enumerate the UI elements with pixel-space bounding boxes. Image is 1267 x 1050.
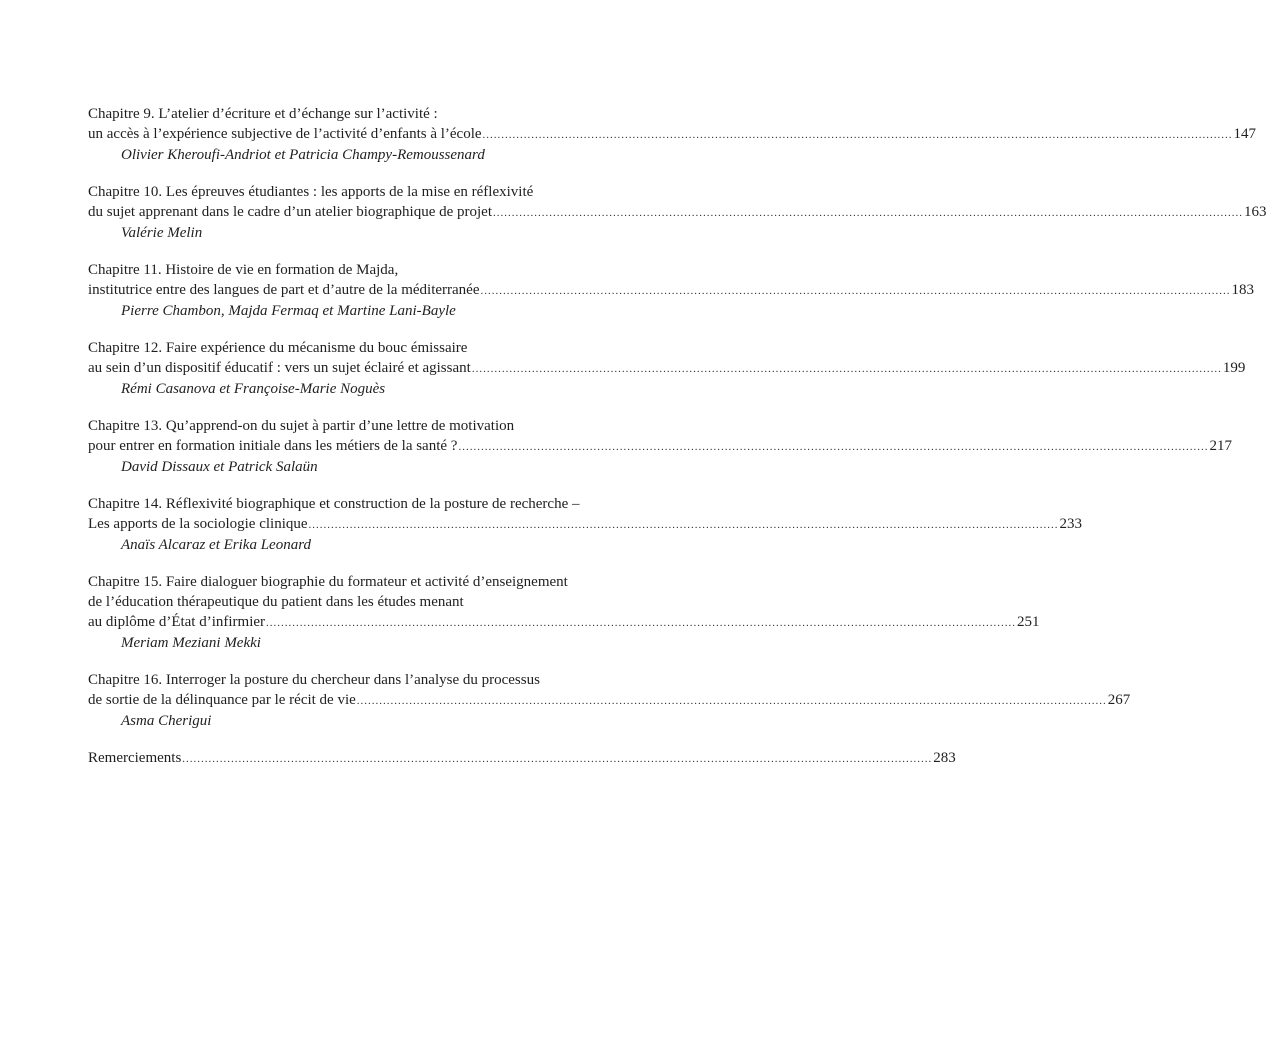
toc-entry[interactable] [88,748,956,769]
toc-entry-title-end: de sortie de la délinquance par le récit de vie [88,692,356,708]
table-of-contents [88,104,1267,786]
toc-entry-authors: Anaïs Alcaraz et Erika Leonard [121,537,311,553]
page-number: 163 [1244,204,1267,220]
dot-leader: ........................................................................................................................................................................................................ [480,285,1231,297]
dot-leader: ........................................................................................................................................................................................................ [482,129,1233,141]
page-number: 183 [1231,282,1254,298]
toc-entry-title-line: Chapitre 13. Qu’apprend-on du sujet à partir d’une lettre de motivation [88,418,515,434]
toc-entry[interactable] [88,572,1040,653]
toc-entry-leader-line [88,436,1232,457]
toc-entry-title-end: du sujet apprenant dans le cadre d’un atelier biographique de projet [88,204,493,220]
toc-entry[interactable] [88,494,1083,555]
toc-entry-title-end: Remerciements [88,750,182,766]
toc-entry[interactable] [88,260,1254,321]
toc-entry-title-line: Chapitre 10. Les épreuves étudiantes : les apports de la mise en réflexivité [88,184,534,200]
toc-entry-authors: Olivier Kheroufi-Andriot et Patricia Champy-Remoussenard [121,147,485,163]
dot-leader: ........................................................................................................................................................................................................ [458,441,1209,453]
dot-leader: ........................................................................................................................................................................................................ [493,207,1244,219]
toc-entry-title-end: Les apports de la sociologie clinique [88,516,308,532]
toc-entry-title-line: Chapitre 9. L’atelier d’écriture et d’échange sur l’activité : [88,106,438,122]
toc-entry[interactable] [88,104,1257,165]
toc-entry-title-end: institutrice entre des langues de part et d’autre de la méditerranée [88,282,480,298]
page-number: 217 [1209,438,1232,454]
toc-entry-title-line: Chapitre 16. Interroger la posture du chercheur dans l’analyse du processus [88,672,540,688]
toc-entry-title-end: au diplôme d’État d’infirmier [88,614,266,630]
page-number: 199 [1222,360,1246,376]
toc-entry-authors: David Dissaux et Patrick Salaün [121,459,318,475]
toc-entry-title-line: Chapitre 14. Réflexivité biographique et construction de la posture de recherche – [88,496,580,512]
toc-entry-leader-line [88,280,1254,301]
toc-entry-authors: Asma Cherigui [121,713,212,729]
toc-entry-leader-line [88,514,1083,535]
page-number: 251 [1017,614,1040,630]
toc-entry-leader-line [88,202,1267,223]
dot-leader: ........................................................................................................................................................................................................ [471,363,1222,375]
toc-entry-title-line: Chapitre 15. Faire dialoguer biographie du formateur et activité d’enseignement [88,574,568,590]
page-number: 267 [1107,692,1131,708]
toc-entry-leader-line [88,690,1131,711]
toc-entry-title-line: Chapitre 12. Faire expérience du mécanisme du bouc émissaire [88,340,468,356]
dot-leader: ........................................................................................................................................................................................................ [356,695,1107,707]
page-number: 233 [1059,516,1083,532]
toc-entry-title-end: au sein d’un dispositif éducatif : vers un sujet éclairé et agissant [88,360,471,376]
toc-entry[interactable] [88,338,1246,399]
toc-entry-authors: Rémi Casanova et Françoise-Marie Noguès [121,381,386,397]
toc-entry-leader-line [88,358,1246,379]
toc-entry-authors: Pierre Chambon, Majda Fermaq et Martine Lani-Bayle [121,303,456,319]
toc-entry[interactable] [88,416,1232,477]
dot-leader: ........................................................................................................................................................................................................ [266,617,1017,629]
toc-entry-title-end: pour entrer en formation initiale dans les métiers de la santé ? [88,438,458,454]
toc-entry-title-line: de l’éducation thérapeutique du patient dans les études menant [88,594,464,610]
toc-entry-leader-line [88,748,956,769]
page-number: 283 [933,750,956,766]
toc-entry-leader-line [88,124,1257,145]
toc-entry-title-end: un accès à l’expérience subjective de l’activité d’enfants à l’école [88,126,482,142]
toc-entry[interactable] [88,670,1131,731]
page-number: 147 [1233,126,1257,142]
toc-entry-leader-line [88,612,1040,633]
toc-entry[interactable] [88,182,1267,243]
toc-entry-authors: Meriam Meziani Mekki [121,635,261,651]
toc-entry-title-line: Chapitre 11. Histoire de vie en formation de Majda, [88,262,399,278]
toc-entry-authors: Valérie Melin [121,225,203,241]
dot-leader: ........................................................................................................................................................................................................ [182,753,933,765]
dot-leader: ........................................................................................................................................................................................................ [308,519,1059,531]
